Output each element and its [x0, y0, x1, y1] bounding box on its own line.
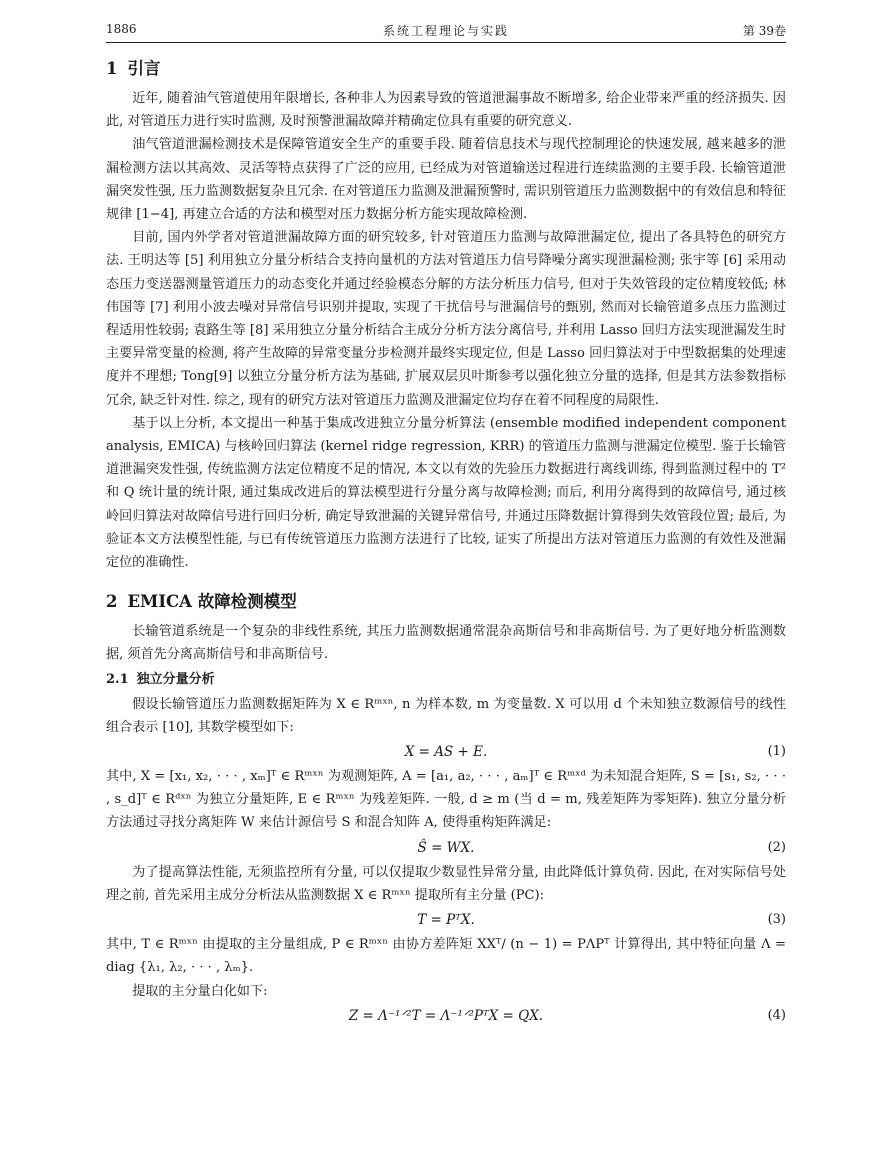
equation-4 [106, 1003, 786, 1029]
section-1-heading [106, 59, 786, 79]
running-header [106, 16, 786, 38]
equation-3 [106, 907, 786, 933]
paragraph: 油气管道泄漏检测技术是保障管道安全生产的重要手段. 随着信息技术与现代控制理论的快速发展, 越来越多的泄漏检测方法以其高效、灵活等特点获得了广泛的应用, 已经成为对管道输送过程进行连续监测的主要手段. 长输管道泄漏突发性强, 压力监测数据复杂且冗余. 在对管道压力监测及泄漏预警时, 需识别管道压力监测数据中的有效信息和特征规律 [1−4], 再建立合适的方法和模型对压力数据分析方能实现故障检测. [106, 137, 786, 223]
equation-1 [106, 739, 786, 765]
equation-body: X = AS + E. [404, 744, 488, 761]
subsection-title: 独立分量分析 [136, 671, 215, 687]
paragraph: 长输管道系统是一个复杂的非线性系统, 其压力监测数据通常混杂高斯信号和非高斯信号. 为了更好地分析监测数据, 须首先分离高斯信号和非高斯信号. [106, 624, 786, 663]
paragraph: 其中, X = [x₁, x₂, · · · , xₘ]ᵀ ∈ Rᵐˣⁿ 为观测矩阵, A = [a₁, a₂, · · · , aₘ]ᵀ ∈ Rᵐˣᵈ 为未知混合矩阵, S = [s₁, s₂, · · · , s_d]ᵀ ∈ Rᵈˣⁿ 为独立分量矩阵, E ∈ Rᵐˣⁿ 为残差矩阵. 一般, d ≥ m (当 d = m, 残差矩阵为零矩阵). 独立分量分析方法通过寻找分离矩阵 W 来估计源信号 S 和混合知阵 A, 使得重构矩阵满足: [106, 769, 786, 831]
equation-body: Ŝ = WX. [417, 839, 475, 856]
section-title: EMICA 故障检测模型 [127, 592, 297, 612]
equation-number: (2) [767, 839, 786, 855]
equation-number: (4) [767, 1007, 786, 1023]
header-rule [106, 42, 786, 43]
paragraph: 假设长输管道压力监测数据矩阵为 X ∈ Rᵐˣⁿ, n 为样本数, m 为变量数. X 可以用 d 个未知独立数源信号的线性组合表示 [10], 其数学模型如下: [106, 696, 786, 735]
paragraph: 提取的主分量白化如下: [132, 983, 268, 999]
section-number: 1 [106, 59, 118, 78]
subsection-number: 2.1 [106, 671, 129, 687]
paragraph: 基于以上分析, 本文提出一种基于集成改进独立分量分析算法 (ensemble modified independent component analysis, EMICA) 与核岭回归算法 (kernel ridge regression, KRR) 的管道压力监测与泄漏定位模型. 鉴于长输管道泄漏突发性强, 传统监测方法定位精度不足的情况, 本文以有效的先验压力数据进行离线训练, 得到监测过程中的 T² 和 Q 统计量的统计限, 通过集成改进后的算法模型进行分量分离与故障检测; 而后, 利用分离得到的故障信号, 通过核岭回归算法对故障信号进行回归分析, 确定导致泄漏的关键异常信号, 并通过压降数据计算得到失效管段位置; 最后, 为验证本文方法模型性能, 与已有传统管道压力监测方法进行了比较, 证实了所提出方法对管道压力监测的有效性及泄漏定位的准确性. [106, 415, 786, 571]
volume-label: 第 39卷 [742, 24, 786, 38]
equation-number: (1) [767, 744, 786, 760]
paragraph: 其中, T ∈ Rᵐˣⁿ 由提取的主分量组成, P ∈ Rᵐˣⁿ 由协方差阵矩 XXᵀ/ (n − 1) = PΛPᵀ 计算得出, 其中特征向量 Λ = diag {λ₁, λ₂, · · · , λₘ}. [106, 937, 786, 976]
equation-body: T = PᵀX. [417, 912, 475, 929]
subsection-heading [106, 669, 786, 691]
paragraph: 近年, 随着油气管道使用年限增长, 各种非人为因素导致的管道泄漏事故不断增多, 给企业带来严重的经济损失. 因此, 对管道压力进行实时监测, 及时预警泄漏故障并精确定位具有重要的研究意义. [106, 91, 786, 130]
paragraph: 为了提高算法性能, 无须监控所有分量, 可以仅提取少数显性异常分量, 由此降低计算负荷. 因此, 在对实际信号处理之前, 首先采用主成分分析法从监测数据 X ∈ Rᵐˣⁿ 提取所有主分量 (PC): [106, 864, 786, 903]
section-number: 2 [106, 592, 118, 612]
equation-2 [106, 835, 786, 861]
equation-body: Z = Λ⁻¹ᐟ²T = Λ⁻¹ᐟ²PᵀX = QX. [348, 1007, 544, 1024]
page-number: 1886 [106, 22, 137, 36]
journal-title: 系统工程理论与实践 [382, 24, 509, 38]
section-2-heading [106, 592, 786, 612]
section-title: 引言 [127, 59, 161, 78]
page [106, 16, 786, 1029]
paragraph: 目前, 国内外学者对管道泄漏故障方面的研究较多, 针对管道压力监测与故障泄漏定位, 提出了各具特色的研究方法. 王明达等 [5] 利用独立分量分析结合支持向量机的方法对管道压力信号降噪分离实现泄漏检测; 张宇等 [6] 采用动态压力变送器测量管道压力的动态变化并通过经验模态分解的方法分析压力信号, 但对于失效管段的定位精度较低; 林伟国等 [7] 利用小波去噪对异常信号识别并提取, 实现了干扰信号与泄漏信号的甄别, 然而对长输管道多点压力监测过程适用性较弱; 袁路生等 [8] 采用独立分量分析结合主成分分析方法分离信号, 并利用 Lasso 回归方法实现泄漏发生时主要异常变量的检测, 将产生故障的异常变量分步检测并最终实现定位, 但是 Lasso 回归算法对于中型数据集的处理速度并不理想; Tong[9] 以独立分量分析方法为基础, 扩展双层贝叶斯参考以强化独立分量的选择, 但是其方法参数指标冗余, 缺乏针对性. 综之, 现有的研究方法对管道压力监测及泄漏定位均存在着不同程度的局限性. [106, 230, 786, 408]
equation-number: (3) [767, 912, 786, 928]
